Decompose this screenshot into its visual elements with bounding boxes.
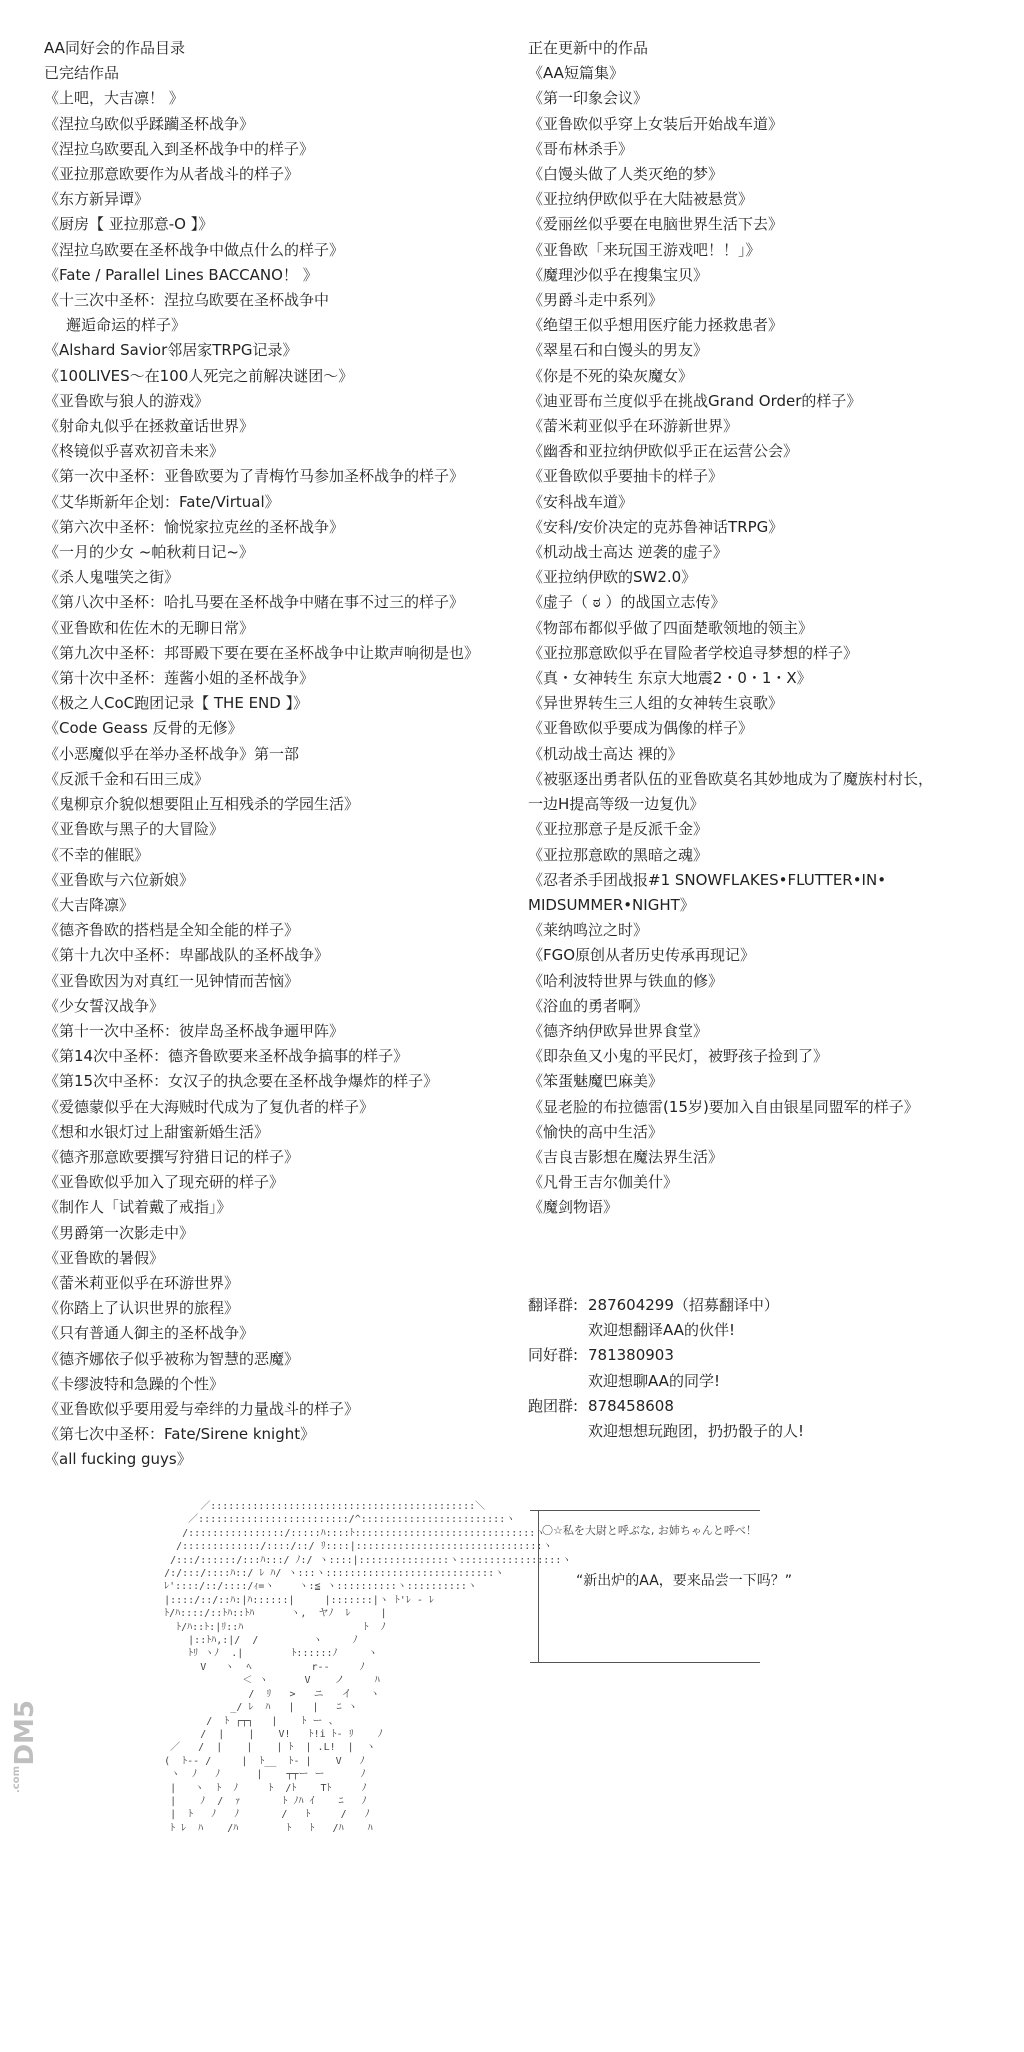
group-info	[528, 1293, 804, 1444]
work-title-item: 《亚鲁欧似乎加入了现充研的样子》	[44, 1173, 285, 1192]
work-title-item: 《大吉降凛》	[44, 895, 135, 914]
work-title-item: 《笨蛋魅魔巴麻美》	[528, 1072, 664, 1091]
work-title-item: 《安科/安价决定的克苏鲁神话TRPG》	[528, 517, 784, 536]
work-title-item: 《亚鲁欧似乎要用爱与牵绊的力量战斗的样子》	[44, 1399, 360, 1418]
work-title-item: 《亚鲁欧与狼人的游戏》	[44, 391, 210, 410]
work-title-item: 《第六次中圣杯：愉悦家拉克丝的圣杯战争》	[44, 517, 345, 536]
work-title-item: 《第十次中圣杯：莲酱小姐的圣杯战争》	[44, 669, 315, 688]
work-title-item: 《第七次中圣杯：Fate/Sirene knight》	[44, 1425, 316, 1444]
work-title-item: 《亚拉那意子是反派千金》	[528, 820, 709, 839]
work-title-item: 《第九次中圣杯：邦哥殿下要在要在圣杯战争中让欺声响彻是也》	[44, 643, 480, 662]
work-title-item: 邂逅命运的样子》	[66, 316, 187, 335]
fans-group-number: 781380903	[588, 1346, 674, 1365]
work-title-item: 《被驱逐出勇者队伍的亚鲁欧莫名其妙地成为了魔族村村长，	[528, 769, 934, 788]
work-title-item: 《艾华斯新年企划：Fate/Virtual》	[44, 492, 280, 511]
work-title-item: 《涅拉乌欧要乱入到圣杯战争中的样子》	[44, 139, 315, 158]
work-title-item: 《Fate / Parallel Lines BACCANO！ 》	[44, 265, 318, 284]
work-title-item: 《涅拉乌欧要在圣杯战争中做点什么的样子》	[44, 240, 345, 259]
work-title-item: 《哈利波特世界与铁血的修》	[528, 971, 724, 990]
work-title-item: 《极之人CoC跑团记录【 THE END 】》	[44, 694, 309, 713]
fans-group-note: 欢迎想聊AA的同学!	[588, 1371, 720, 1390]
work-title-item: 《魔剑物语》	[528, 1198, 619, 1217]
work-title-item: 《男爵第一次影走中》	[44, 1223, 195, 1242]
work-title-item: 《莱纳鸣泣之时》	[528, 921, 649, 940]
watermark-sub: .com	[11, 1765, 22, 1793]
work-title-item: 《虚子（ ಠ ）的战国立志传》	[528, 593, 726, 612]
work-title-item: 《all fucking guys》	[44, 1450, 192, 1469]
speech-bubble	[520, 1500, 850, 1670]
work-title-item: 《爱德蒙似乎在大海贼时代成为了复仇者的样子》	[44, 1097, 375, 1116]
work-title-item: 《亚拉那意欧的黑暗之魂》	[528, 845, 709, 864]
work-title-item: 《吉良吉影想在魔法界生活》	[528, 1147, 724, 1166]
work-title-item: 《亚拉纳伊欧的SW2.0》	[528, 568, 697, 587]
work-title-item: 《绝望王似乎想用医疗能力拯救患者》	[528, 316, 784, 335]
work-title-item: 《物部布都似乎做了四面楚歌领地的领主》	[528, 618, 814, 637]
work-title-item: 《蕾米莉亚似乎在环游新世界》	[528, 417, 739, 436]
work-title-item: 《第十一次中圣杯：彼岸岛圣杯战争逦甲阵》	[44, 1021, 345, 1040]
work-title-item: 《第十九次中圣杯：卑鄙战队的圣杯战争》	[44, 946, 330, 965]
work-title-item: 《杀人鬼嗤笑之街》	[44, 568, 180, 587]
work-title-item: 《第15次中圣杯：女汉子的执念要在圣杯战争爆炸的样子》	[44, 1072, 439, 1091]
ascii-art-character: ／::::::::::::::::::::::::::::::::::::::::::::＼ ／:::::::::::::::::::::::::/^::::::::::::::::::::::::ヽ /::::::::::::::::/:::::ﾊ::::ﾄ::::::::::::::::::::::::::::::ヽ /:::::::::::::/::::/::/ ﾘ::::|:::::::::::::::::::::::::::::::ヽ /:::/::::::/:::ﾊ:::/ ﾉ:/ ヽ::::|:::::::::::::::ヽ:::::::::::::::::ヽ /:/:::/::::ﾊ::/ ﾚ ﾊ/ ヽ:::ヽ::::::::::::::::::::::::::::ヽ ﾚ'::::/::/::::/ｨ=ヽ ヽ:≦ ヽ::::::::::ヽ::::::::::ヽ |::::/::/::ﾊ:|ﾊ::::::| |:::::::|ヽ ﾄ'ﾚ - ﾚ ﾄ/ﾊ::::/::ﾄﾊ::ﾄﾊ ヽ, ヤﾉ ﾚ | ﾄ/ﾊ::ﾄ:|ﾘ::ﾊ ﾄ ﾉ |::ﾄﾊ,:|/ / ヽ ﾉ ﾄﾘ ヽﾉ .| ﾄ::::::ﾉ ヽ V ヽ ﾍ r-- ﾉ ＜ ヽ V ノ ﾊ / ﾘ > ニ イ ヽ _/ ﾚ ﾊ | | ﾆ ヽ / ﾄ ┌┬┐ | ﾄ ー 、 / | | V! ﾄ!i ﾄ- ﾘ ﾉ ／ / | | | ﾄ | .L! | ヽ ( ﾄ-- / | ﾄ__ ﾄ- | V ﾉ ヽ ﾉ ﾉ | ┬┬ー ー ﾉ | ヽ ﾄ ﾉ ﾄ /ﾄ Tﾄ ﾉ | ﾉ / ｧ ﾄ ﾉﾊ ｲ ﾆ ﾉ | ﾄ ﾉ ﾉ / ﾄ / ﾉ ﾄ ﾚ ﾊ /ﾊ ﾄ ﾄ /ﾊ ﾊ	[164, 1501, 572, 1834]
work-title-item: 《亚鲁欧因为对真红一见钟情而苦恼》	[44, 971, 300, 990]
completed-works-column	[44, 36, 514, 1473]
work-title-item: 《德齐那意欧要撰写狩猎日记的样子》	[44, 1147, 300, 1166]
work-title-item: 《厨房【 亚拉那意-O 】》	[44, 215, 214, 234]
work-title-item: 《亚鲁欧的暑假》	[44, 1248, 165, 1267]
work-title-item: MIDSUMMER•NIGHT》	[528, 895, 695, 914]
work-title-item: 《亚鲁欧似乎要抽卡的样子》	[528, 467, 724, 486]
work-title-item: 《亚鲁欧和佐佐木的无聊日常》	[44, 618, 255, 637]
work-title-item: 《德齐鲁欧的搭档是全知全能的样子》	[44, 921, 300, 940]
completed-section-title: 已完结作品	[44, 64, 120, 83]
work-title-item: 《一月的少女 ~帕秋莉日记~》	[44, 543, 254, 562]
completed-works-list	[44, 86, 514, 1472]
work-title-item: 《Code Geass 反骨的无修》	[44, 719, 243, 738]
work-title-item: 《第八次中圣杯：哈扎马要在圣杯战争中赌在事不过三的样子》	[44, 593, 465, 612]
work-title-item: 《想和水银灯过上甜蜜新婚生活》	[44, 1122, 270, 1141]
translate-group-note: 欢迎想翻译AA的伙伴!	[588, 1321, 735, 1340]
work-title-item: 《德齐娜依子似乎被称为智慧的恶魔》	[44, 1349, 300, 1368]
work-title-item: 《哥布林杀手》	[528, 139, 634, 158]
work-title-item: 《浴血的勇者啊》	[528, 996, 649, 1015]
work-title-item: 《制作人「试着戴了戒指」》	[44, 1198, 232, 1217]
work-title-item: 《魔理沙似乎在搜集宝贝》	[528, 265, 709, 284]
work-title-item: 《真・女神转生 东京大地震2・0・1・X》	[528, 669, 812, 688]
work-title-item: 《涅拉乌欧似乎蹂躏圣杯战争》	[44, 114, 255, 133]
work-title-item: 《机动战士高达 逆袭的虚子》	[528, 543, 728, 562]
speech-bubble-top-border	[530, 1510, 760, 1511]
fans-group-row	[528, 1343, 804, 1368]
work-title-item: 《上吧，大吉凛！ 》	[44, 89, 184, 108]
work-title-item: 《卡缪波特和急躁的个性》	[44, 1374, 225, 1393]
work-title-item: 《亚拉那意欧似乎在冒险者学校追寻梦想的样子》	[528, 643, 859, 662]
speech-chinese-text: “新出炉的AA，要来品尝一下吗？”	[576, 1573, 793, 1589]
ongoing-works-list	[528, 61, 1008, 1220]
work-title-item: 《少女誓汉战争》	[44, 996, 165, 1015]
work-title-item: 《十三次中圣杯：涅拉乌欧要在圣杯战争中	[44, 291, 330, 310]
work-title-item: 《爱丽丝似乎要在电脑世界生活下去》	[528, 215, 784, 234]
speech-bubble-bottom-border	[530, 1662, 760, 1663]
work-title-item: 《Alshard Savior邻居家TRPG记录》	[44, 341, 298, 360]
work-title-item: 《东方新异谭》	[44, 190, 150, 209]
watermark-logo	[12, 1700, 42, 1793]
work-title-item: 《蕾米莉亚似乎在环游世界》	[44, 1273, 240, 1292]
work-title-item: 《亚鲁欧与六位新娘》	[44, 870, 195, 889]
ongoing-section-title: 正在更新中的作品	[528, 39, 649, 57]
work-title-item: 《你踏上了认识世界的旅程》	[44, 1299, 240, 1318]
work-title-item: 《愉快的高中生活》	[528, 1122, 664, 1141]
work-title-item: 《迪亚哥布兰度似乎在挑战Grand Order的样子》	[528, 391, 862, 410]
speech-bubble-left-border	[538, 1510, 539, 1662]
trpg-group-label: 跑团群:	[528, 1396, 579, 1415]
speech-japanese-text: 〇☆私を大尉と呼ぶな, お姉ちゃんと呼べ！	[542, 1524, 757, 1537]
trpg-group-note: 欢迎想想玩跑团，扔扔骰子的人!	[588, 1422, 805, 1441]
work-title-item: 《异世界转生三人组的女神转生哀歌》	[528, 694, 784, 713]
work-title-item: 《幽香和亚拉纳伊欧似乎正在运营公会》	[528, 442, 799, 461]
work-title-item: 《亚拉纳伊欧似乎在大陆被悬赏》	[528, 190, 754, 209]
translate-group-row	[528, 1293, 804, 1318]
translate-group-label: 翻译群:	[528, 1296, 579, 1314]
work-title-item: 《100LIVES～在100人死完之前解决谜团～》	[44, 366, 354, 385]
work-title-item: 《小恶魔似乎在举办圣杯战争》第一部	[44, 744, 300, 763]
work-title-item: 《即杂鱼又小鬼的平民灯，被野孩子捡到了》	[528, 1047, 829, 1066]
work-title-item: 《第14次中圣杯：德齐鲁欧要来圣杯战争搞事的样子》	[44, 1047, 409, 1066]
work-title-item: 《亚拉那意欧要作为从者战斗的样子》	[44, 165, 300, 184]
work-title-item: 《亚鲁欧与黑子的大冒险》	[44, 820, 225, 839]
translate-group-number: 287604299（招募翻译中）	[588, 1296, 779, 1314]
work-title-item: 一边H提高等级一边复仇》	[528, 795, 705, 814]
work-title-item: 《亚鲁欧「来玩国王游戏吧！！」》	[528, 240, 761, 259]
work-title-item: 《机动战士高达 裸的》	[528, 744, 683, 763]
work-title-item: 《射命丸似乎在拯救童话世界》	[44, 417, 255, 436]
page-title: AA同好会的作品目录	[44, 39, 185, 57]
work-title-item: 《亚鲁欧似乎穿上女装后开始战车道》	[528, 114, 784, 133]
work-title-item: 《德齐纳伊欧异世界食堂》	[528, 1021, 709, 1040]
watermark-main: DM5	[10, 1700, 40, 1766]
work-title-item: 《翠星石和白馒头的男友》	[528, 341, 709, 360]
work-title-item: 《不幸的催眠》	[44, 845, 150, 864]
work-title-item: 《FGO原创从者历史传承再现记》	[528, 946, 756, 965]
work-title-item: 《第一印象会议》	[528, 89, 649, 108]
work-title-item: 《忍者杀手团战报#1 SNOWFLAKES•FLUTTER•IN•	[528, 870, 887, 889]
work-title-item: 《安科战车道》	[528, 492, 634, 511]
trpg-group-number: 878458608	[588, 1396, 674, 1415]
work-title-item: 《柊镜似乎喜欢初音未来》	[44, 442, 225, 461]
work-title-item: 《第一次中圣杯：亚鲁欧要为了青梅竹马参加圣杯战争的样子》	[44, 467, 465, 486]
work-title-item: 《反派千金和石田三成》	[44, 769, 210, 788]
fans-group-label: 同好群:	[528, 1346, 579, 1365]
work-title-item: 《AA短篇集》	[528, 64, 624, 83]
work-title-item: 《只有普通人御主的圣杯战争》	[44, 1324, 255, 1343]
work-title-item: 《你是不死的染灰魔女》	[528, 366, 694, 385]
work-title-item: 《男爵斗走中系列》	[528, 291, 664, 310]
work-title-item: 《亚鲁欧似乎要成为偶像的样子》	[528, 719, 754, 738]
ongoing-works-column	[528, 36, 1008, 1221]
work-title-item: 《显老脸的布拉德雷(15岁)要加入自由银星同盟军的样子》	[528, 1097, 919, 1116]
work-title-item: 《鬼柳京介貌似想要阻止互相残杀的学园生活》	[44, 795, 360, 814]
work-title-item: 《白馒头做了人类灭绝的梦》	[528, 165, 724, 184]
work-title-item: 《凡骨王吉尔伽美什》	[528, 1173, 679, 1192]
trpg-group-row	[528, 1394, 804, 1419]
